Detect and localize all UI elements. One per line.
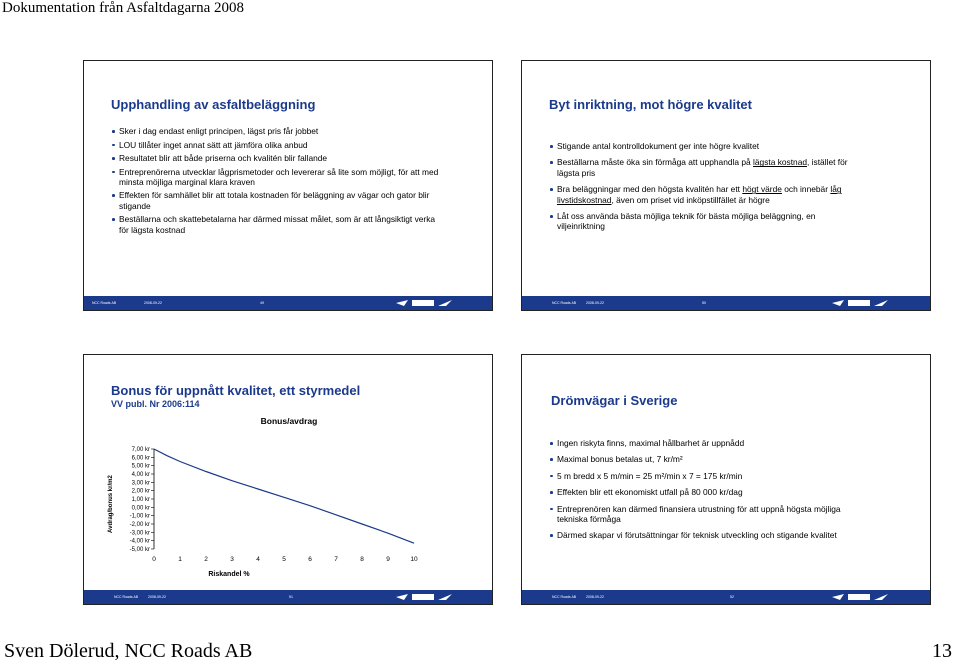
footer-page: 52 [730, 595, 734, 599]
bullet-list [549, 438, 849, 547]
bullet-item: Resultatet blir att både priserna och kvalitén blir fallande [111, 153, 441, 163]
bullet-list [111, 126, 441, 238]
chart-y-axis-label: Avdrag/bonus kr/m2 [108, 475, 114, 533]
slide-title: Drömvägar i Sverige [551, 393, 678, 408]
slide-footer [84, 590, 492, 604]
footer-page: 50 [702, 301, 706, 305]
slide-2 [521, 60, 931, 311]
y-tick-label: 1,00 kr [131, 497, 150, 503]
bullet-item: LOU tillåter inget annat sätt att jämföra olika anbud [111, 140, 441, 150]
ncc-logo-icon [830, 298, 890, 308]
page-header: Dokumentation från Asfaltdagarna 2008 [2, 0, 245, 16]
y-tick-label: 6,00 kr [131, 455, 150, 462]
bullet-item: Effekten för samhället blir att totala kostnaden för beläggning av vägar och gator blir stigande [111, 190, 441, 211]
slide-footer [84, 296, 492, 310]
footer-company: NCC Roads AB [92, 301, 117, 305]
footer-page: 51 [289, 595, 293, 599]
y-tick-label: -2,00 kr [129, 522, 150, 528]
page-footer-author: Sven Dölerud, NCC Roads AB [4, 640, 253, 662]
line-chart [84, 355, 493, 605]
footer-date: 2008-09-22 [586, 301, 604, 305]
y-tick-label: -1,00 kr [129, 513, 150, 520]
footer-company: NCC Roads AB [552, 595, 577, 599]
chart-x-axis-label: Riskandel % [208, 571, 250, 578]
bullet-item: Sker i dag endast enligt principen, lägst pris får jobbet [111, 126, 441, 136]
y-tick-label: -3,00 kr [129, 530, 150, 537]
x-tick-label: 10 [410, 556, 418, 563]
ncc-logo-icon [830, 592, 890, 602]
footer-page: 49 [260, 301, 264, 305]
bullet-item: Effekten blir ett ekonomiskt utfall på 80 000 kr/dag [549, 487, 849, 497]
bullet-item: Beställarna måste öka sin förmåga att upphandla på lägsta kostnad, istället för lägsta pris [549, 157, 849, 178]
footer-company: NCC Roads AB [552, 301, 577, 305]
bullet-item: Därmed skapar vi förutsättningar för teknisk utveckling och stigande kvalitet [549, 530, 849, 540]
bullet-list [549, 141, 849, 238]
x-tick-label: 4 [256, 556, 260, 563]
y-tick-label: -5,00 kr [129, 547, 150, 553]
y-tick-label: 2,00 kr [131, 488, 150, 495]
y-tick-label: 7,00 kr [131, 447, 150, 453]
y-tick-label: -4,00 kr [129, 538, 150, 545]
slide-4 [521, 354, 931, 605]
slide-footer [522, 590, 930, 604]
bullet-item: Stigande antal kontrolldokument ger inte högre kvalitet [549, 141, 849, 151]
x-tick-label: 9 [386, 556, 390, 563]
bullet-item: Låt oss använda bästa möjliga teknik för bästa möjliga beläggning, en viljeinriktning [549, 211, 849, 232]
page-number: 13 [932, 640, 952, 662]
bullet-item: Entreprenörerna utvecklar lågprismetoder och levererar så lite som möjligt, för att med minsta möjliga marginal klara kraven [111, 167, 441, 188]
y-tick-label: 5,00 kr [131, 463, 150, 470]
footer-date: 2008-09-22 [144, 301, 162, 305]
slide-title: Byt inriktning, mot högre kvalitet [549, 97, 752, 112]
y-tick-label: 4,00 kr [131, 472, 150, 478]
series-line [154, 449, 414, 543]
footer-company: NCC Roads AB [114, 595, 139, 599]
x-tick-label: 7 [334, 556, 338, 563]
y-tick-label: 3,00 kr [131, 480, 150, 487]
bullet-item: Ingen riskyta finns, maximal hållbarhet är uppnådd [549, 438, 849, 448]
chart-title: Bonus/avdrag [260, 416, 318, 426]
ncc-logo-icon [394, 298, 454, 308]
bullet-item: Entreprenören kan därmed finansiera utrustning för att uppnå högsta möjliga tekniska förmåga [549, 504, 849, 525]
footer-date: 2008-09-22 [586, 595, 604, 599]
y-tick-label: 0,00 kr [131, 505, 150, 512]
x-tick-label: 0 [152, 556, 156, 563]
bullet-item: Beställarna och skattebetalarna har därmed missat målet, som är att långsiktigt verka för lägsta kostnad [111, 214, 441, 235]
ncc-logo-icon [394, 592, 454, 602]
x-tick-label: 3 [230, 556, 234, 563]
slide-title: Bonus för uppnått kvalitet, ett styrmedel [111, 383, 361, 398]
x-tick-label: 8 [360, 556, 364, 563]
x-tick-label: 1 [178, 556, 182, 563]
bullet-item: Bra beläggningar med den högsta kvalitén har ett högt värde och innebär låg livstidskostnad, även om priset vid inköpstillfället är högre [549, 184, 849, 205]
bullet-item: Maximal bonus betalas ut, 7 kr/m² [549, 454, 849, 464]
slide-3 [83, 354, 493, 605]
x-tick-label: 6 [308, 556, 312, 563]
bullet-item: 5 m bredd x 5 m/min = 25 m²/min x 7 = 175 kr/min [549, 471, 849, 481]
x-tick-label: 5 [282, 556, 286, 563]
slide-footer [522, 296, 930, 310]
slide-title: Upphandling av asfaltbeläggning [111, 97, 316, 112]
slide-1 [83, 60, 493, 311]
x-tick-label: 2 [204, 556, 208, 563]
slide-subtitle: VV publ. Nr 2006:114 [111, 399, 200, 409]
footer-date: 2008-09-22 [148, 595, 166, 599]
